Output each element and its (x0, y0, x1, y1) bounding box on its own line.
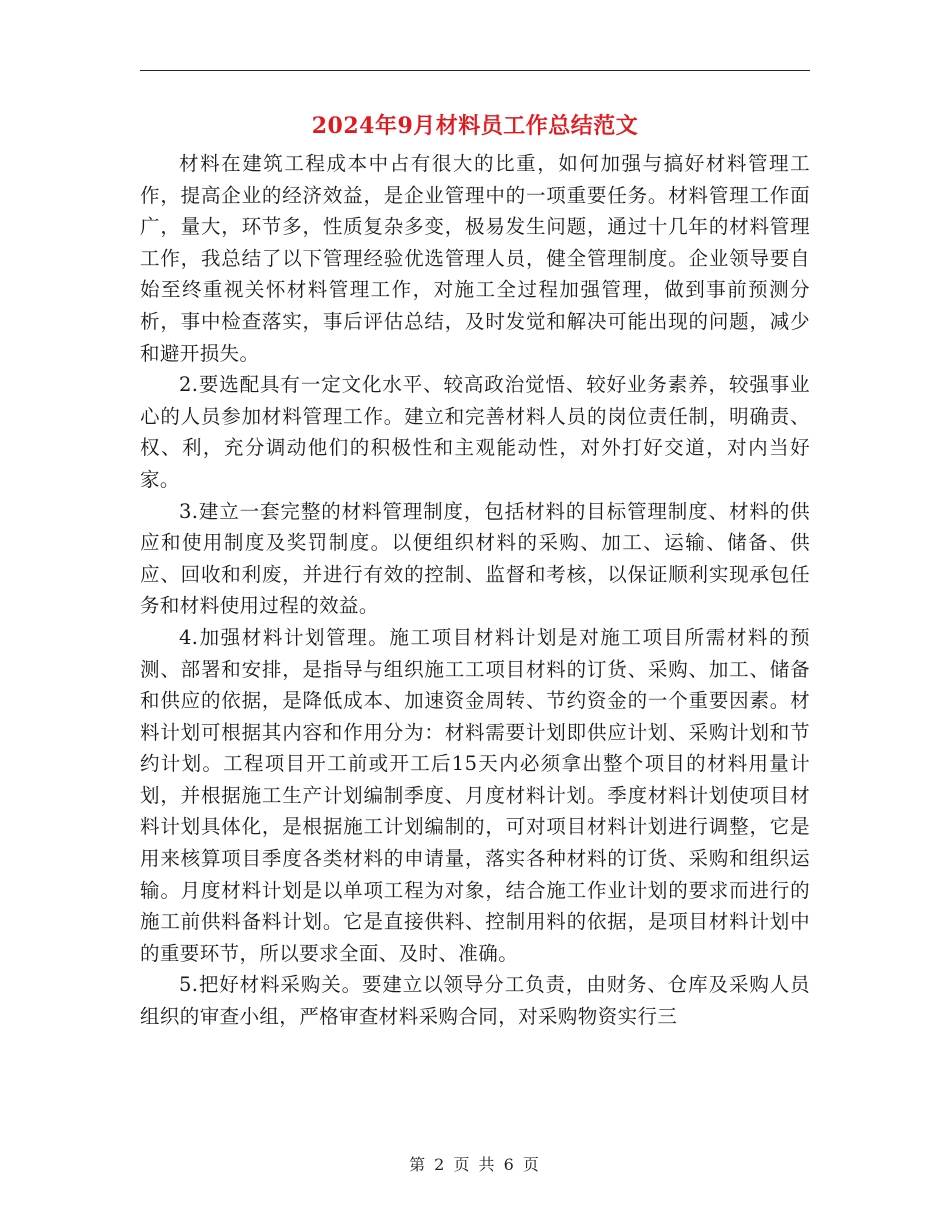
paragraph-4: 4.加强材料计划管理。施工项目材料计划是对施工项目所需材料的预测、部署和安排，是指导与组织施工工项目材料的订货、采购、加工、储备和供应的依据，是降低成本、加速资金周转、节约资金的一个重要因素。材料计划可根据其内容和作用分为：材料需要计划即供应计划、采购计划和节约计划。工程项目开工前或开工后15天内必须拿出整个项目的材料用量计划，并根据施工生产计划编制季度、月度材料计划。季度材料计划使项目材料计划具体化，是根据施工计划编制的，可对项目材料计划进行调整，它是用来核算项目季度各类材料的申请量，落实各种材料的订货、采购和组织运输。月度材料计划是以单项工程为对象，结合施工作业计划的要求而进行的施工前供料备料计划。它是直接供料、控制用料的依据，是项目材料计划中的重要环节，所以要求全面、及时、准确。 (140, 625, 810, 965)
paragraph-3: 3.建立一套完整的材料管理制度，包括材料的目标管理制度、材料的供应和使用制度及奖罚制度。以便组织材料的采购、加工、运输、储备、供应、回收和利废，并进行有效的控制、监督和考核，以保证顺利实现承包任务和材料使用过程的效益。 (140, 499, 810, 618)
page-footer: 第 2 页 共 6 页 (409, 1155, 541, 1174)
paragraph-5: 5.把好材料采购关。要建立以领导分工负责，由财务、仓库及采购人员组织的审查小组，严格审查材料采购合同，对采购物资实行三 (140, 973, 810, 1029)
header-rule (140, 70, 810, 71)
document-body (140, 148, 810, 1033)
document-title: 2024年9月材料员工作总结范文 (311, 113, 639, 139)
paragraph-2: 2.要选配具有一定文化水平、较高政治觉悟、较好业务素养，较强事业心的人员参加材料管理工作。建立和完善材料人员的岗位责任制，明确责、权、利，充分调动他们的积极性和主观能动性，对外打好交道，对内当好家。 (140, 373, 810, 491)
paragraph-intro: 材料在建筑工程成本中占有很大的比重，如何加强与搞好材料管理工作，提高企业的经济效益，是企业管理中的一项重要任务。材料管理工作面广，量大，环节多，性质复杂多变，极易发生问题，通过十几年的材料管理工作，我总结了以下管理经验优选管理人员，健全管理制度。企业领导要自始至终重视关怀材料管理工作，对施工全过程加强管理，做到事前预测分析，事中检查落实，事后评估总结，及时发觉和解决可能出现的问题，减少和避开损失。 (140, 152, 810, 365)
